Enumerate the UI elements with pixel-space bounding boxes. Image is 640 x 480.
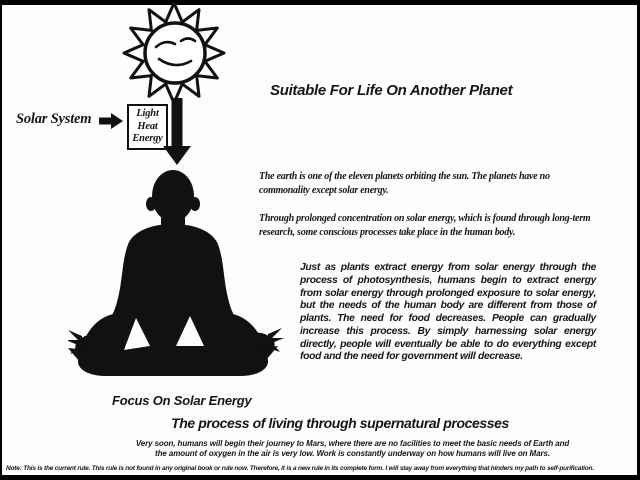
paragraph-photosynthesis: Just as plants extract energy from solar energy through the process of photosynthesis, humans begin to extract energy from solar energy through prolonged exposure to solar energy, but the needs of the human body are different from those of plants. The need for food decreases. People can gradually increase this process. By simply harnessing solar energy directly, people will eventually be able to do everything except food and the need for government will decrease. (300, 262, 596, 363)
energy-box-line: Light (136, 108, 159, 120)
solar-system-label: Solar System (16, 111, 92, 127)
paragraph-concentration: Through prolonged concentration on solar energy, which is found through long-term research, some conscious processes take place in the human body. (259, 213, 591, 238)
sun-icon (119, 1, 230, 105)
subheading-supernatural-processes: The process of living through supernatural processes (171, 415, 509, 431)
letterbox-bottom (0, 475, 640, 480)
down-arrow-icon (163, 98, 191, 166)
paragraph-mars: Very soon, humans will begin their journey to Mars, where there are no facilities to meet the basic needs of Earth and the amount of oxygen in the air is very low. Work is constantly underway on how humans will live on Mars. (135, 439, 570, 459)
energy-box-line: Heat (137, 120, 158, 132)
energy-box-line: Energy (132, 133, 163, 145)
focus-on-solar-energy-label: Focus On Solar Energy (112, 393, 252, 408)
slide-title: Suitable For Life On Another Planet (270, 82, 513, 99)
right-arrow-icon (99, 113, 123, 129)
footnote: Note: This is the current rule. This rule is not found in any original book or rule now. Therefore, it is a new rule in its complete form. I will stay away from everything that hinders my path to self-purification. (6, 465, 594, 472)
letterbox-top (0, 0, 640, 5)
energy-box (127, 104, 168, 150)
meditating-person-icon (68, 170, 292, 380)
paragraph-earth-planets: The earth is one of the eleven planets orbiting the sun. The planets have no commonality except solar energy. (259, 171, 550, 196)
frame-border-left (0, 0, 2, 480)
